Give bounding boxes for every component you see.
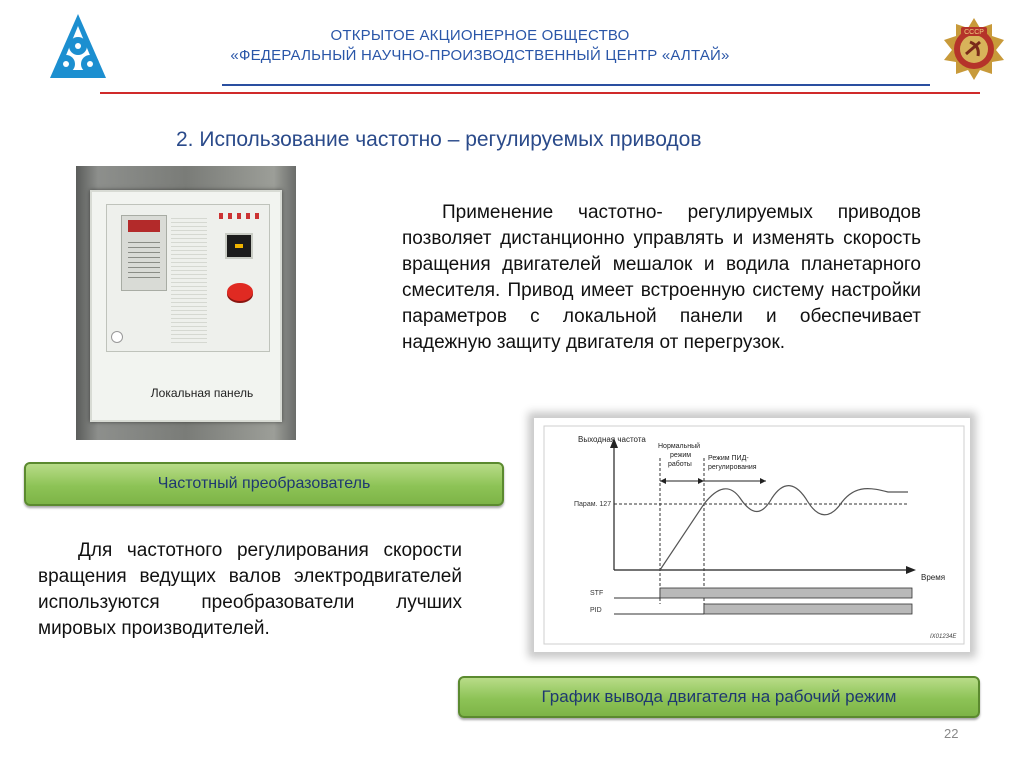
- door-knob-image: [111, 331, 123, 343]
- mode2-label-line2: регулирования: [708, 464, 757, 471]
- header-line-2: «ФЕДЕРАЛЬНЫЙ НАУЧНО-ПРОИЗВОДСТВЕННЫЙ ЦЕНТР «АЛТАЙ»: [230, 47, 730, 64]
- pid-signal-bar: [704, 604, 912, 614]
- emergency-button-image: [227, 283, 253, 301]
- frequency-converter-button[interactable]: Частотный преобразователь: [24, 462, 504, 506]
- figure-code: IX01234E: [930, 634, 957, 640]
- header-divider-red: [100, 92, 980, 94]
- motor-startup-chart-button[interactable]: График вывода двигателя на рабочий режим: [458, 676, 980, 718]
- x-axis-label: Время: [921, 573, 946, 582]
- y-axis-label: Выходная частота: [578, 435, 646, 444]
- stf-signal-bar: [660, 588, 912, 598]
- slide-title: 2. Использование частотно – регулируемых приводов: [176, 128, 702, 151]
- frequency-converter-image: [121, 215, 167, 291]
- header-divider-blue: [222, 84, 930, 86]
- company-logo-icon: [48, 12, 108, 80]
- cabinet-image: [90, 190, 282, 422]
- mode1-label-line3: работы: [668, 461, 692, 468]
- diagram-svg: [534, 418, 970, 652]
- motor-startup-diagram: [534, 418, 970, 652]
- ussr-order-emblem-icon: [944, 18, 1004, 80]
- mode2-label-line1: Режим ПИД-: [708, 455, 749, 462]
- mode1-label-line2: режим: [670, 452, 692, 459]
- regulation-paragraph: Для частотного регулирования скорости вращения ведущих валов электродвигателей используются преобразователи лучших мировых производителей.: [38, 540, 462, 639]
- local-panel-photo: [76, 166, 296, 440]
- page-number: 22: [944, 726, 959, 741]
- meter-image: [225, 233, 253, 259]
- emblem-text: СССР: [964, 29, 984, 36]
- mode1-label-line1: Нормальный: [658, 443, 701, 450]
- stf-signal-label: STF: [590, 590, 604, 597]
- photo-caption: Локальная панель: [150, 386, 254, 400]
- param-label: Парам. 127: [574, 501, 612, 508]
- pid-signal-label: PID: [590, 607, 602, 614]
- description-paragraph: Применение частотно- регулируемых приводов позволяет дистанционно управлять и изменять скорость вращения двигателей мешалок и водила планетарного смесителя. Привод имеет встроенную систему настройки параметров с локальной панели и обеспечивает надежную защиту двигателя от перегрузок.: [402, 202, 921, 353]
- header-line-1: ОТКРЫТОЕ АКЦИОНЕРНОЕ ОБЩЕСТВО: [330, 27, 630, 44]
- organization-header: [200, 26, 760, 66]
